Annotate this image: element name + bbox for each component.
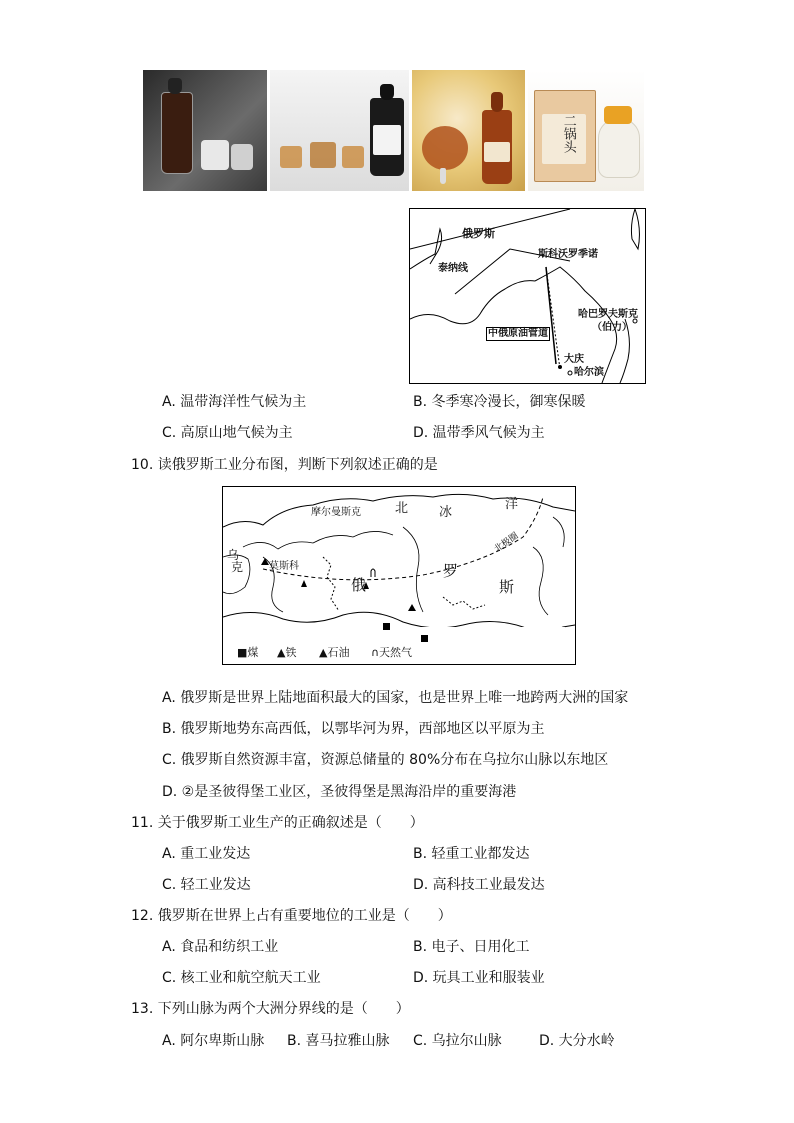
label-ukraine-2: 克	[231, 560, 244, 574]
q11-option-d: D. 高科技工业最发达	[413, 877, 545, 893]
q13-option-a: A. 阿尔卑斯山脉	[162, 1033, 265, 1049]
erguotou-box-photo	[528, 70, 644, 191]
q13-stem: 13. 下列山脉为两个大洲分界线的是（ ）	[131, 1001, 410, 1017]
q11-option-a: A. 重工业发达	[162, 846, 251, 862]
q10-option-d: D. ②是圣彼得堡工业区，圣彼得堡是黑海沿岸的重要海港	[162, 784, 517, 800]
q10-option-b: B. 俄罗斯地势东高西低，以鄂毕河为界，西部地区以平原为主	[162, 721, 545, 737]
q9-option-c: C. 高原山地气候为主	[162, 425, 293, 441]
label-ukraine-1: 乌	[227, 548, 240, 562]
q13-option-d: D. 大分水岭	[539, 1033, 615, 1049]
label-russia-luo: 罗	[443, 562, 459, 580]
q10-option-a: A. 俄罗斯是世界上陆地面积最大的国家，也是世界上唯一地跨两大洲的国家	[162, 690, 629, 706]
q13-option-c: C. 乌拉尔山脉	[413, 1033, 502, 1049]
russia-industry-map	[222, 486, 576, 665]
q10-stem: 10. 读俄罗斯工业分布图，判断下列叙述正确的是	[131, 457, 438, 473]
label-russia-si: 斯	[499, 578, 515, 596]
jack-daniels-photo	[270, 70, 409, 191]
label-russia: 俄罗斯	[462, 227, 495, 240]
q12-option-c: C. 核工业和航空航天工业	[162, 970, 321, 986]
label-skovorodino: 斯科沃罗季诺	[538, 249, 598, 260]
label-harbin: 哈尔滨	[574, 367, 604, 378]
label-ice: 冰	[439, 505, 453, 520]
whisky-bottle-photo	[143, 70, 267, 191]
label-boli: （伯力）	[592, 322, 632, 333]
legend-gas: ∩天然气	[371, 646, 413, 659]
q9-option-d: D. 温带季风气候为主	[413, 425, 545, 441]
q12-stem: 12. 俄罗斯在世界上占有重要地位的工业是（ ）	[131, 908, 452, 924]
q9-option-b: B. 冬季寒冷漫长，御寒保暖	[413, 394, 586, 410]
q9-option-a: A. 温带海洋性气候为主	[162, 394, 307, 410]
legend-coal: ■煤	[237, 646, 259, 659]
q12-option-d: D. 玩具工业和服装业	[413, 970, 545, 986]
russia-china-pipeline-map	[409, 208, 646, 384]
pipeline-map-lines	[410, 209, 645, 383]
legend-oil: ▲石油	[319, 646, 350, 659]
q13-option-b: B. 喜马拉雅山脉	[287, 1033, 390, 1049]
box-text: 二锅头	[560, 114, 576, 153]
q11-stem: 11. 关于俄罗斯工业生产的正确叙述是（ ）	[131, 815, 424, 831]
q11-option-b: B. 轻重工业都发达	[413, 846, 530, 862]
label-taishet-line: 泰纳线	[438, 263, 468, 274]
q12-option-a: A. 食品和纺织工业	[162, 939, 279, 955]
label-north: 北	[395, 501, 409, 516]
label-pipeline: 中俄原油管道	[488, 328, 548, 339]
label-russia-e: 俄	[351, 576, 367, 594]
label-murmansk: 摩尔曼斯克	[311, 507, 361, 518]
label-moscow: 莫斯科	[269, 561, 299, 572]
legend-iron: ▲铁	[277, 646, 297, 659]
q11-option-c: C. 轻工业发达	[162, 877, 251, 893]
label-daqing: 大庆	[564, 354, 584, 365]
label-ocean: 洋	[505, 497, 519, 512]
label-khabarovsk: 哈巴罗夫斯克	[578, 309, 638, 320]
q12-option-b: B. 电子、日用化工	[413, 939, 530, 955]
liquor-photos-strip	[143, 70, 644, 191]
brandy-glass-photo	[412, 70, 524, 191]
q10-option-c: C. 俄罗斯自然资源丰富，资源总储量的 80%分布在乌拉尔山脉以东地区	[162, 752, 609, 768]
label-arctic-circle: 北极圈	[492, 531, 521, 555]
